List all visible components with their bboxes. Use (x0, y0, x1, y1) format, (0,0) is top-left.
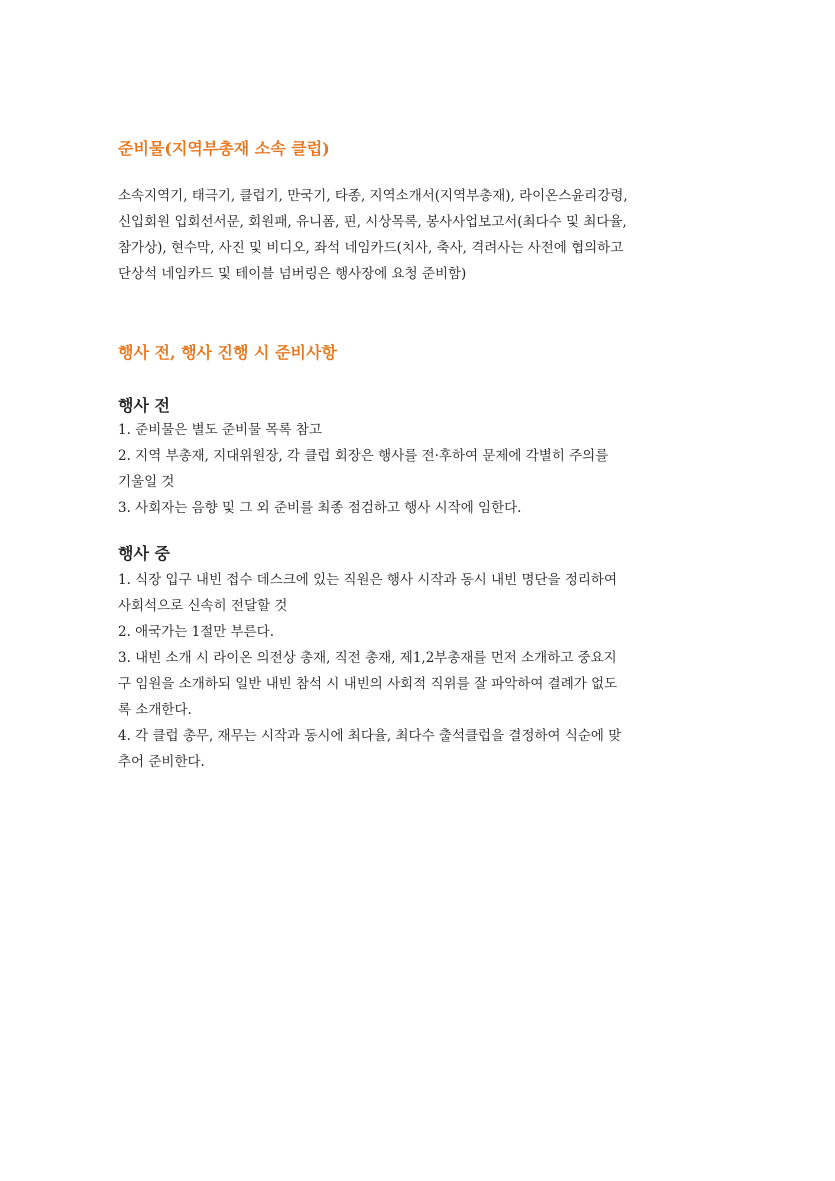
list-item: 1. 식장 입구 내빈 접수 데스크에 있는 직원은 행사 시작과 동시 내빈 명단을 정리하여 (118, 572, 618, 588)
supplies-heading: 준비물(지역부총재 소속 클럽) (118, 139, 330, 158)
list-item: 기울일 것 (118, 474, 175, 490)
list-item: 추어 준비한다. (118, 754, 205, 770)
list-item: 록 소개한다. (118, 702, 192, 718)
supplies-line: 소속지역기, 태극기, 클럽기, 만국기, 타종, 지역소개서(지역부총재), 라이온스윤리강령, (118, 188, 628, 204)
supplies-paragraph (118, 183, 720, 287)
list-item: 사회석으로 신속히 전달할 것 (118, 598, 288, 614)
during-event-list (118, 567, 720, 775)
during-event-heading: 행사 중 (118, 544, 170, 563)
preparation-heading: 행사 전, 행사 진행 시 준비사항 (118, 343, 337, 362)
list-item: 구 임원을 소개하되 일반 내빈 참석 시 내빈의 사회적 직위를 잘 파악하여 결례가 없도 (118, 676, 618, 692)
supplies-line: 신입회원 입회선서문, 회원패, 유니폼, 핀, 시상목록, 봉사사업보고서(최다수 및 최다율, (118, 214, 627, 230)
before-event-list (118, 417, 720, 521)
list-item: 3. 내빈 소개 시 라이온 의전상 총재, 직전 총재, 제1,2부총재를 먼저 소개하고 중요지 (118, 650, 617, 666)
list-item: 1. 준비물은 별도 준비물 목록 참고 (118, 422, 322, 438)
list-item: 2. 지역 부총재, 지대위원장, 각 클럽 회장은 행사를 전·후하여 문제에 각별히 주의를 (118, 448, 609, 464)
supplies-line: 참가상), 현수막, 사진 및 비디오, 좌석 네임카드(치사, 축사, 격려사는 사전에 협의하고 (118, 240, 624, 256)
before-event-heading: 행사 전 (118, 396, 170, 415)
list-item: 2. 애국가는 1절만 부른다. (118, 624, 275, 640)
list-item: 3. 사회자는 음향 및 그 외 준비를 최종 점검하고 행사 시작에 임한다. (118, 500, 522, 516)
list-item: 4. 각 클럽 총무, 재무는 시작과 동시에 최다율, 최다수 출석클럽을 결정하여 식순에 맞 (118, 728, 622, 744)
supplies-line: 단상석 네임카드 및 테이블 넘버링은 행사장에 요청 준비함) (118, 266, 467, 282)
